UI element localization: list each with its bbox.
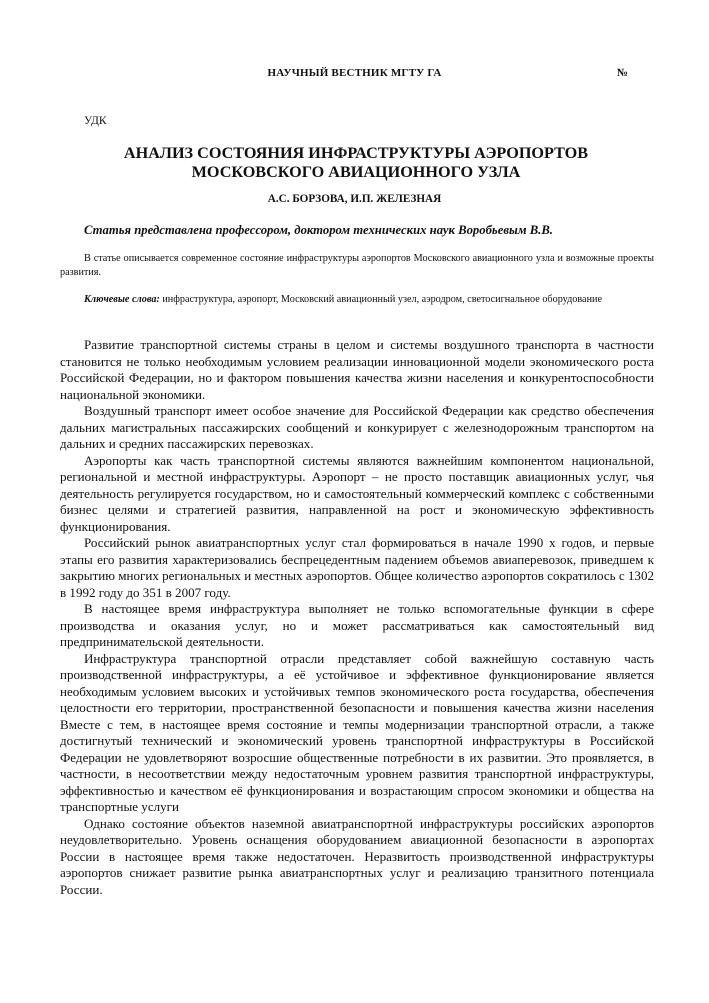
article-authors: А.С. БОРЗОВА, И.П. ЖЕЛЕЗНАЯ [267, 193, 442, 205]
keywords-list: инфраструктура, аэропорт, Московский авиационный узел, аэродром, светосигнальное оборудование [159, 294, 603, 305]
article-body [60, 337, 654, 898]
article-title-line-1: АНАЛИЗ СОСТОЯНИЯ ИНФРАСТРУКТУРЫ АЭРОПОРТОВ [123, 144, 589, 162]
udk-label: УДК [84, 115, 107, 127]
body-paragraph: Российский рынок авиатранспортных услуг стал формироваться в начале 1990 х годов, и первые этапы его развития характеризовались беспрецедентным падением объемов авиаперевозок, приведшем к закрытию многих региональных и местных аэропортов. Общее количество аэропортов сократилось с 1302 в 1992 году до 351 в 2007 году. [60, 535, 654, 600]
keywords-label: Ключевые слова: [84, 294, 160, 305]
body-paragraph: В настоящее время инфраструктура выполняет не только вспомогательные функции в сфере производства и оказания услуг, но и может рассматриваться как самостоятельный вид предпринимательской деятельности. [60, 601, 654, 649]
body-paragraph: Инфраструктура транспортной отрасли представляет собой важнейшую составную часть производственной инфраструктуры, а её устойчивое и эффективное функционирование является необходимым условием высоких и устойчивых темпов экономического роста государства, обеспечения целостности его территории, пространственной безопасности и повышения качества жизни населения Вместе с тем, в настоящее время состояние и темпы модернизации транспортной отрасли, а также достигнутый технический и экономический уровень транспортной инфраструктуры в Российской Федерации не удовлетворяют возросшие общественные потребности в их развитии. Это проявляется, в частности, в несоответствии между недостаточным уровнем развития транспортной инфраструктуры, эффективностью и качеством её функционирования и возрастающим спросом экономики и общества на транспортные услуги [60, 650, 654, 814]
body-paragraph: Развитие транспортной системы страны в целом и системы воздушного транспорта в частности становится не только необходимым условием реализации инновационной модели экономического роста Российской Федерации, но и фактором повышения качества жизни населения и конкурентоспособности национальной экономики. [60, 337, 654, 402]
body-paragraph: Воздушный транспорт имеет особое значение для Российской Федерации как средство обеспечения дальних магистральных пассажирских сообщений и конкурирует с железнодорожным транспортом на дальних и средних пассажирских перевозках. [60, 403, 654, 451]
article-title-line-2: МОСКОВСКОГО АВИАЦИОННОГО УЗЛА [191, 163, 521, 181]
body-paragraph: Однако состояние объектов наземной авиатранспортной инфраструктуры российских аэропортов неудовлетворительно. Уровень оснащения оборудованием авиационной безопасности в аэропортах России в настоящее время также недостаточен. Неразвитость производственной инфраструктуры аэропортов снижает развитие рынка авиатранспортных услуг и реализацию транзитного потенциала России. [60, 815, 654, 897]
issue-number: № [617, 67, 629, 79]
keywords [60, 293, 654, 307]
abstract: В статье описывается современное состояние инфраструктуры аэропортов Московского авиационного узла и возможные проекты развития. [60, 253, 654, 278]
presented-by: Статья представлена профессором, доктором технических наук Воробьевым В.В. [84, 223, 553, 237]
journal-header: НАУЧНЫЙ ВЕСТНИК МГТУ ГА [267, 67, 442, 79]
body-paragraph: Аэропорты как часть транспортной системы являются важнейшим компонентом национальной, региональной и местной инфраструктуры. Аэропорт – не просто поставщик авиационных услуг, чья деятельность регулируется государством, но и самостоятельный коммерческий комплекс с собственными бизнес целями и стратегией развития, направленной на рост и экономическую эффективность функционирования. [60, 452, 654, 534]
article-title [60, 144, 652, 182]
